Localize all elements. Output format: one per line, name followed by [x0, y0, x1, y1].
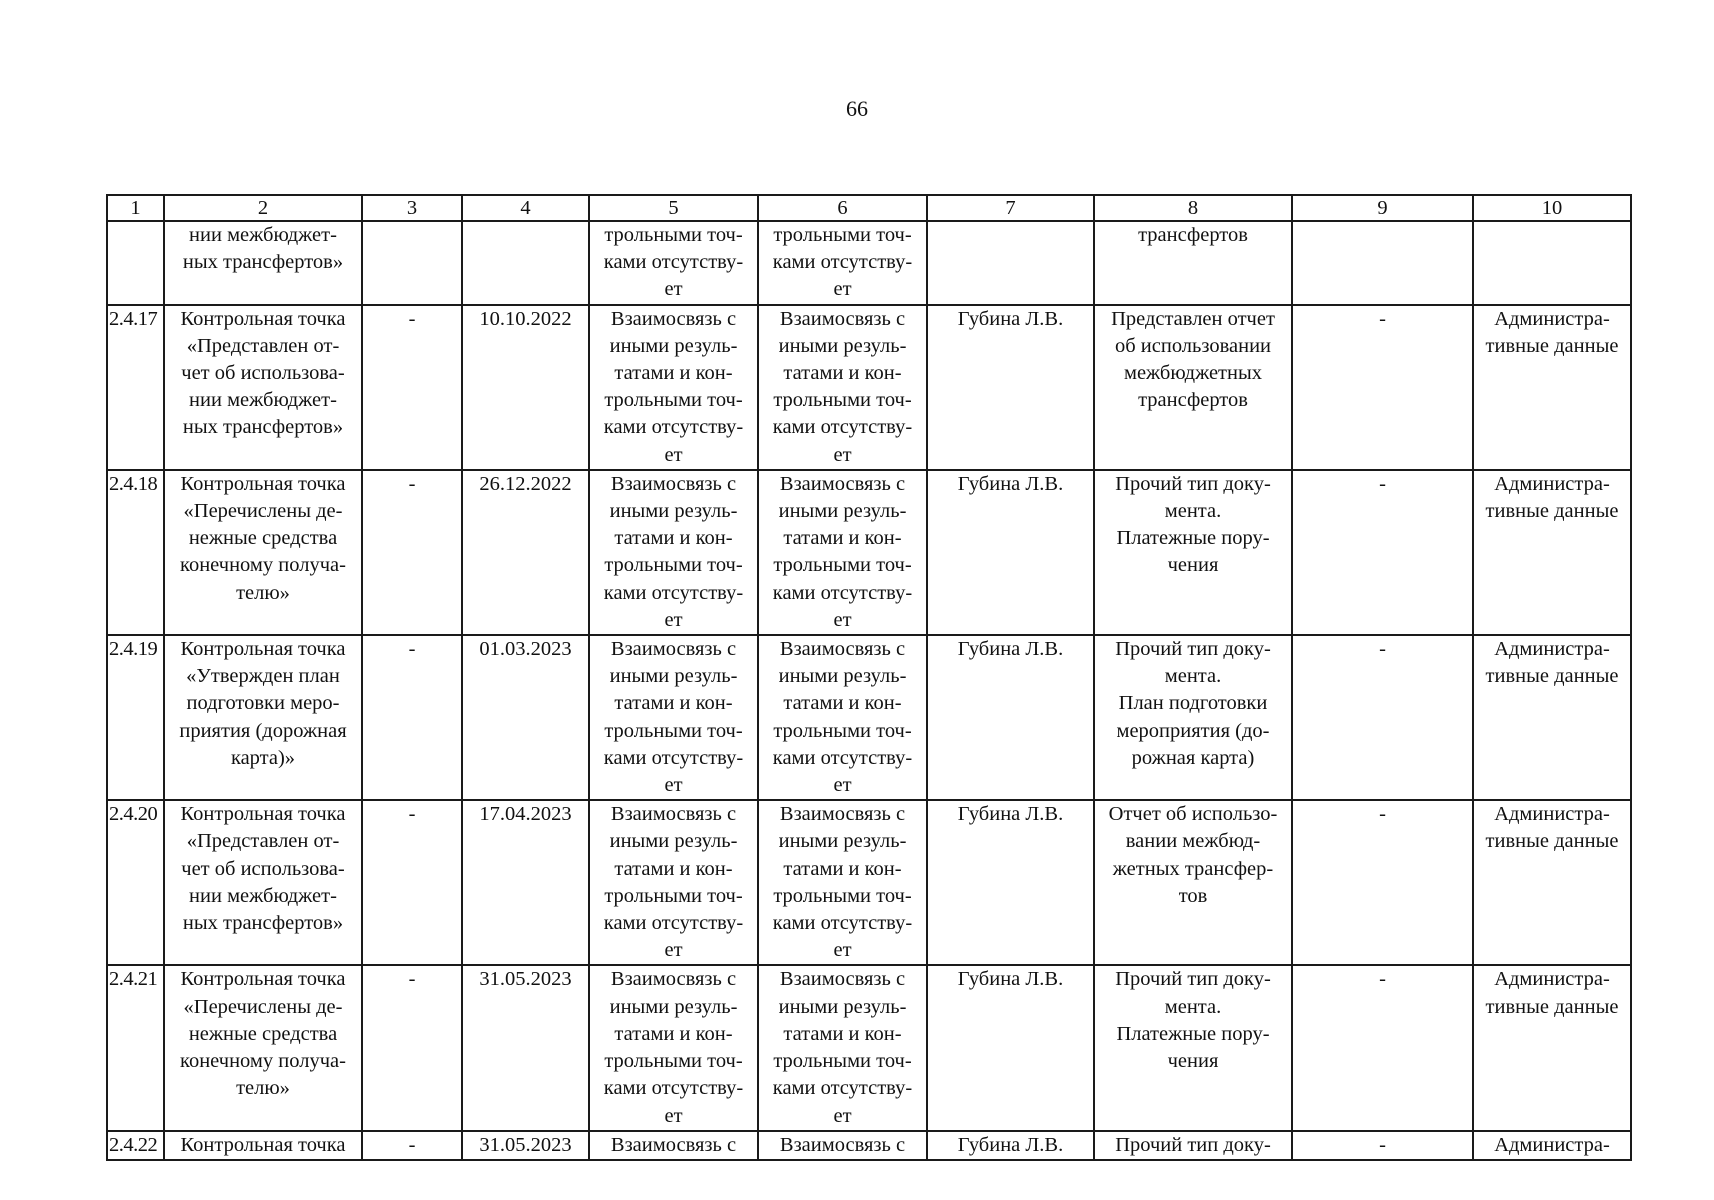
column-number: 9 [1292, 195, 1473, 221]
cell-col-3 [362, 221, 462, 305]
cell-col-5: Взаимосвязь с иными резуль- татами и кон- трольными точ- ками отсутству- ет [589, 305, 758, 470]
cell-col-5: Взаимосвязь с иными резуль- татами и кон- трольными точ- ками отсутству- ет [589, 470, 758, 635]
cell-responsible: Губина Л.В. [927, 800, 1094, 965]
cell-responsible: Губина Л.В. [927, 965, 1094, 1130]
cell-col-6: Взаимосвязь с иными резуль- татами и кон- трольными точ- ками отсутству- ет [758, 305, 927, 470]
cell-document: трансфертов [1094, 221, 1292, 305]
cell-col-3: - [362, 1131, 462, 1160]
column-number: 8 [1094, 195, 1292, 221]
checkpoint-name: Контрольная точка «Перечислены де- нежные средства конечному получа- телю» [164, 965, 362, 1130]
checkpoint-name: Контрольная точка «Представлен от- чет об использова- нии межбюджет- ных трансфертов» [164, 800, 362, 965]
checkpoint-name: Контрольная точка «Утвержден план подготовки меро- приятия (дорожная карта)» [164, 635, 362, 800]
cell-col-3: - [362, 635, 462, 800]
cell-col-3: - [362, 470, 462, 635]
cell-date [462, 221, 589, 305]
cell-document: Отчет об использо- вании межбюд- жетных трансфер- тов [1094, 800, 1292, 965]
column-number: 1 [107, 195, 164, 221]
row-number: 2.4.17 [107, 305, 164, 470]
table-row [107, 800, 1631, 965]
plan-table [106, 194, 1632, 1161]
cell-date: 31.05.2023 [462, 965, 589, 1130]
cell-col-9 [1292, 221, 1473, 305]
row-number: 2.4.18 [107, 470, 164, 635]
cell-date: 26.12.2022 [462, 470, 589, 635]
cell-document: Прочий тип доку- мента. Платежные пору- чения [1094, 965, 1292, 1130]
column-number-row [107, 195, 1631, 221]
row-number: 2.4.20 [107, 800, 164, 965]
cell-source: Администра- тивные данные [1473, 800, 1631, 965]
cell-date: 31.05.2023 [462, 1131, 589, 1160]
page-number: 66 [846, 96, 868, 121]
row-number [107, 221, 164, 305]
cell-col-6: Взаимосвязь с иными резуль- татами и кон- трольными точ- ками отсутству- ет [758, 800, 927, 965]
cell-col-3: - [362, 965, 462, 1130]
cell-document: Прочий тип доку- мента. План подготовки мероприятия (до- рожная карта) [1094, 635, 1292, 800]
cell-document: Представлен отчет об использовании межбюджетных трансфертов [1094, 305, 1292, 470]
cell-date: 01.03.2023 [462, 635, 589, 800]
column-number: 10 [1473, 195, 1631, 221]
cell-col-9: - [1292, 965, 1473, 1130]
cell-col-6: Взаимосвязь с [758, 1131, 927, 1160]
table-row [107, 470, 1631, 635]
cell-col-3: - [362, 800, 462, 965]
cell-source: Администра- тивные данные [1473, 965, 1631, 1130]
checkpoint-name: Контрольная точка «Представлен от- чет об использова- нии межбюджет- ных трансфертов» [164, 305, 362, 470]
cell-responsible: Губина Л.В. [927, 1131, 1094, 1160]
table-row [107, 221, 1631, 305]
cell-col-9: - [1292, 1131, 1473, 1160]
cell-col-5: Взаимосвязь с иными резуль- татами и кон- трольными точ- ками отсутству- ет [589, 800, 758, 965]
column-number: 2 [164, 195, 362, 221]
column-number: 4 [462, 195, 589, 221]
checkpoint-name: Контрольная точка [164, 1131, 362, 1160]
checkpoint-name: Контрольная точка «Перечислены де- нежные средства конечному получа- телю» [164, 470, 362, 635]
cell-col-9: - [1292, 305, 1473, 470]
cell-source: Администра- тивные данные [1473, 305, 1631, 470]
cell-col-3: - [362, 305, 462, 470]
cell-document: Прочий тип доку- [1094, 1131, 1292, 1160]
cell-col-5: трольными точ- ками отсутству- ет [589, 221, 758, 305]
column-number: 7 [927, 195, 1094, 221]
cell-col-6: Взаимосвязь с иными резуль- татами и кон- трольными точ- ками отсутству- ет [758, 965, 927, 1130]
cell-col-6: трольными точ- ками отсутству- ет [758, 221, 927, 305]
row-number: 2.4.21 [107, 965, 164, 1130]
cell-col-9: - [1292, 470, 1473, 635]
cell-col-5: Взаимосвязь с иными резуль- татами и кон- трольными точ- ками отсутству- ет [589, 965, 758, 1130]
cell-responsible: Губина Л.В. [927, 305, 1094, 470]
cell-source: Администра- тивные данные [1473, 635, 1631, 800]
cell-col-5: Взаимосвязь с иными резуль- татами и кон- трольными точ- ками отсутству- ет [589, 635, 758, 800]
cell-source: Администра- тивные данные [1473, 470, 1631, 635]
cell-responsible: Губина Л.В. [927, 635, 1094, 800]
cell-source: Администра- [1473, 1131, 1631, 1160]
cell-col-9: - [1292, 635, 1473, 800]
cell-col-9: - [1292, 800, 1473, 965]
checkpoint-name: нии межбюджет- ных трансфертов» [164, 221, 362, 305]
row-number: 2.4.22 [107, 1131, 164, 1160]
cell-date: 10.10.2022 [462, 305, 589, 470]
cell-responsible: Губина Л.В. [927, 470, 1094, 635]
column-number: 5 [589, 195, 758, 221]
cell-responsible [927, 221, 1094, 305]
cell-col-6: Взаимосвязь с иными резуль- татами и кон- трольными точ- ками отсутству- ет [758, 470, 927, 635]
table-row [107, 635, 1631, 800]
row-number: 2.4.19 [107, 635, 164, 800]
cell-col-6: Взаимосвязь с иными резуль- татами и кон- трольными точ- ками отсутству- ет [758, 635, 927, 800]
cell-source [1473, 221, 1631, 305]
column-number: 3 [362, 195, 462, 221]
table-row [107, 305, 1631, 470]
table-row [107, 1131, 1631, 1160]
table-row [107, 965, 1631, 1130]
cell-col-5: Взаимосвязь с [589, 1131, 758, 1160]
column-number: 6 [758, 195, 927, 221]
cell-date: 17.04.2023 [462, 800, 589, 965]
cell-document: Прочий тип доку- мента. Платежные пору- чения [1094, 470, 1292, 635]
